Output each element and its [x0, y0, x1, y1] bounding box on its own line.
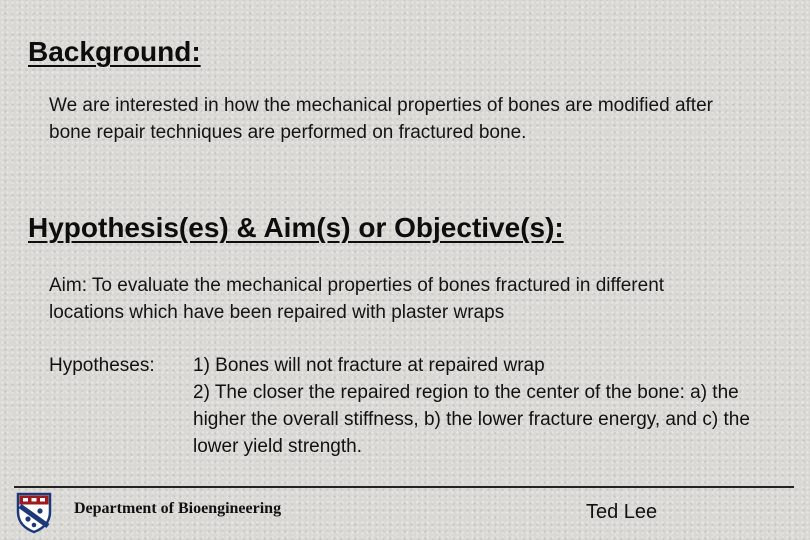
background-text: We are interested in how the mechanical properties of bones are modified after bone repair techniques are performed on fractured bone.: [49, 95, 713, 143]
university-shield-icon: [16, 492, 52, 534]
hypothesis-heading: Hypothesis(es) & Aim(s) or Objective(s):: [28, 212, 564, 243]
footer-divider: [14, 486, 794, 488]
hypothesis-item-1: 1) Bones will not fracture at repaired wrap: [193, 355, 545, 376]
hypotheses-list: [193, 352, 753, 460]
department-name: Department of Bioengineering: [74, 500, 282, 517]
hypotheses-label: Hypotheses:: [49, 355, 155, 376]
background-heading: Background:: [28, 36, 201, 67]
aim-text: Aim: To evaluate the mechanical properties of bones fractured in different locations which have been repaired with plaster wraps: [49, 275, 665, 323]
author-name: Ted Lee: [586, 501, 658, 523]
hypothesis-item-2: 2) The closer the repaired region to the center of the bone: a) the higher the overall stiffness, b) the lower fracture energy, and c) the lower yield strength.: [193, 382, 750, 457]
